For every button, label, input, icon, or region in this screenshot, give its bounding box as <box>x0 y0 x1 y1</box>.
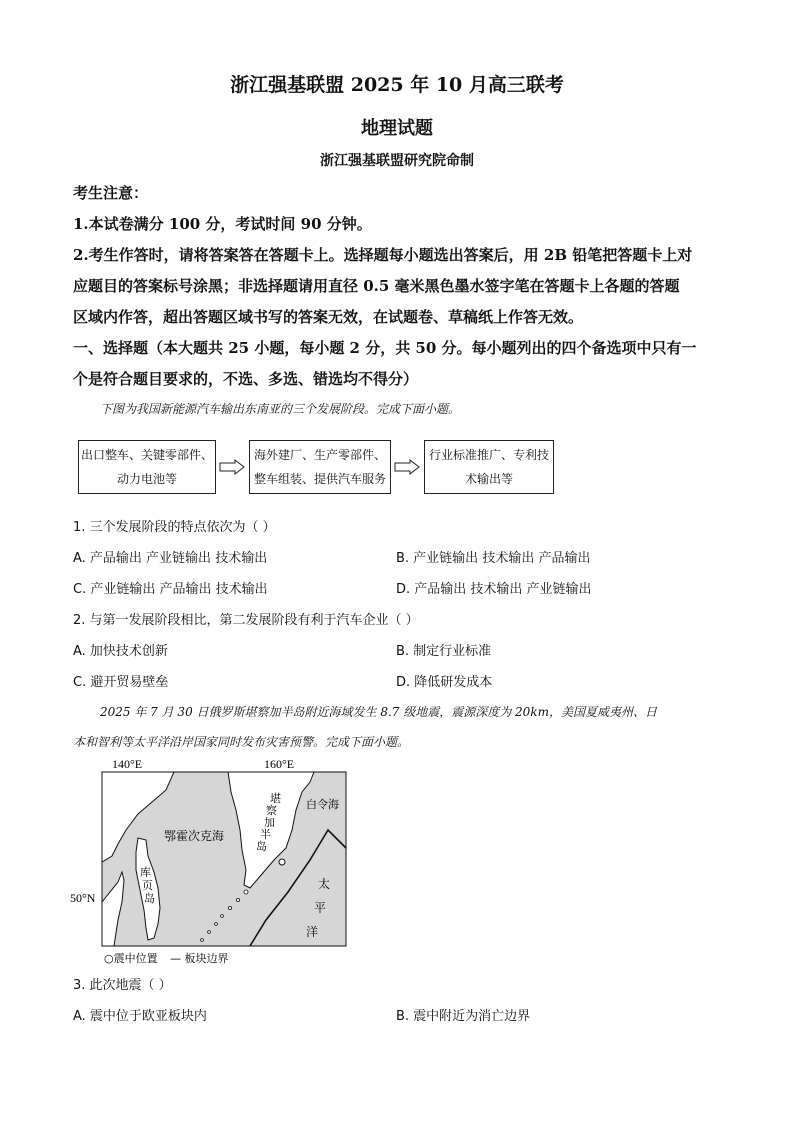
group1-intro: 下图为我国新能源汽车输出东南亚的三个发展阶段。完成下面小题。 <box>100 402 461 416</box>
bering-sea-label: 白令海 <box>306 798 339 811</box>
kamchatka-char: 半 <box>260 828 271 841</box>
lon-label-160: 160°E <box>264 757 295 771</box>
q1-option-b[interactable]: B. 产业链输出 技术输出 产品输出 <box>396 551 591 566</box>
right-arrow-icon <box>219 459 245 475</box>
legend-epicenter: ○震中位置 <box>104 952 158 965</box>
question-2-stem: 2. 与第一发展阶段相比，第二发展阶段有利于汽车企业（ ） <box>73 613 419 628</box>
kamchatka-char: 岛 <box>256 840 267 853</box>
right-arrow-icon <box>394 459 420 475</box>
stage-text: 行业标准推广、专利技 <box>428 448 549 462</box>
notice-heading: 考生注意： <box>73 184 149 202</box>
kuril-island <box>244 890 248 894</box>
kuril-island <box>208 931 211 934</box>
kuril-island <box>228 906 231 909</box>
kuril-island <box>236 898 239 901</box>
notice-line: 1.本试卷满分 100 分，考试时间 90 分钟。 <box>73 215 372 233</box>
q3-option-b[interactable]: B. 震中附近为消亡边界 <box>396 1009 531 1024</box>
exam-title: 浙江强基联盟 2025 年 10 月高三联考 <box>230 74 564 96</box>
kuril-island <box>221 915 224 918</box>
notice-line: 应题目的答案标号涂黑；非选择题请用直径 0.5 毫米黑色墨水签字笔在答题卡上各题的答题 <box>73 277 680 295</box>
lon-label-140: 140°E <box>112 757 143 771</box>
notice-line: 2.考生作答时，请将答案答在答题卡上。选择题每小题选出答案后，用 2B 铅笔把答题卡上对 <box>73 246 693 264</box>
notice-line: 区域内作答，超出答题区域书写的答案无效，在试题卷、草稿纸上作答无效。 <box>73 308 584 326</box>
sakhalin-char: 库 <box>140 866 151 879</box>
q1-option-a[interactable]: A. 产品输出 产业链输出 技术输出 <box>73 551 268 566</box>
sakhalin-char: 岛 <box>144 892 155 905</box>
group2-intro: 2025 年 7 月 30 日俄罗斯堪察加半岛附近海域发生 8.7 级地震，震源深度为 20km，美国夏威夷州、日 <box>100 705 657 719</box>
q2-option-a[interactable]: A. 加快技术创新 <box>73 644 168 659</box>
kuril-island <box>201 939 204 942</box>
legend-boundary: — 板块边界 <box>170 952 229 965</box>
stage-text: 海外建厂、生产零部件、 <box>253 448 386 462</box>
kamchatka-char: 察 <box>266 804 277 817</box>
stage-text: 整车组装、提供汽车服务 <box>253 472 386 486</box>
section-heading-cont: 个是符合题目要求的，不选、多选、错选均不得分） <box>73 370 419 388</box>
q1-option-d[interactable]: D. 产品输出 技术输出 产业链输出 <box>396 582 592 597</box>
pacific-char: 太 <box>318 877 331 891</box>
lat-label-50: 50°N <box>70 891 96 905</box>
stage-text: 动力电池等 <box>116 472 177 486</box>
stage-text: 术输出等 <box>464 472 513 486</box>
q3-option-a[interactable]: A. 震中位于欧亚板块内 <box>73 1009 207 1024</box>
exam-subject: 地理试题 <box>361 118 433 139</box>
question-3-stem: 3. 此次地震（ ） <box>73 978 172 993</box>
okhotsk-sea-label: 鄂霍次克海 <box>164 829 225 843</box>
exam-issuer: 浙江强基联盟研究院命制 <box>320 153 474 169</box>
stage-box-1 <box>78 440 216 494</box>
q2-option-b[interactable]: B. 制定行业标准 <box>396 644 492 659</box>
q1-option-c[interactable]: C. 产业链输出 产品输出 技术输出 <box>73 582 268 597</box>
kamchatka-char: 堪 <box>270 792 281 805</box>
pacific-char: 平 <box>314 901 327 915</box>
q2-option-d[interactable]: D. 降低研发成本 <box>396 675 493 690</box>
stage-box-2 <box>249 440 391 494</box>
group2-intro-cont: 本和智利等太平洋沿岸国家同时发布灾害预警。完成下面小题。 <box>73 735 410 749</box>
stage-box-3 <box>424 440 554 494</box>
kamchatka-map <box>70 752 368 972</box>
kamchatka-char: 加 <box>264 816 275 829</box>
q2-option-c[interactable]: C. 避开贸易壁垒 <box>73 675 169 690</box>
question-1-stem: 1. 三个发展阶段的特点依次为（ ） <box>73 520 276 535</box>
epicenter-marker <box>279 859 285 865</box>
stage-text: 出口整车、关键零部件、 <box>80 448 213 462</box>
pacific-char: 洋 <box>306 925 319 939</box>
sakhalin-char: 页 <box>142 879 153 892</box>
kuril-island <box>215 923 218 926</box>
section-heading: 一、选择题（本大题共 25 小题，每小题 2 分，共 50 分。每小题列出的四个备选项中只有一 <box>73 339 697 357</box>
